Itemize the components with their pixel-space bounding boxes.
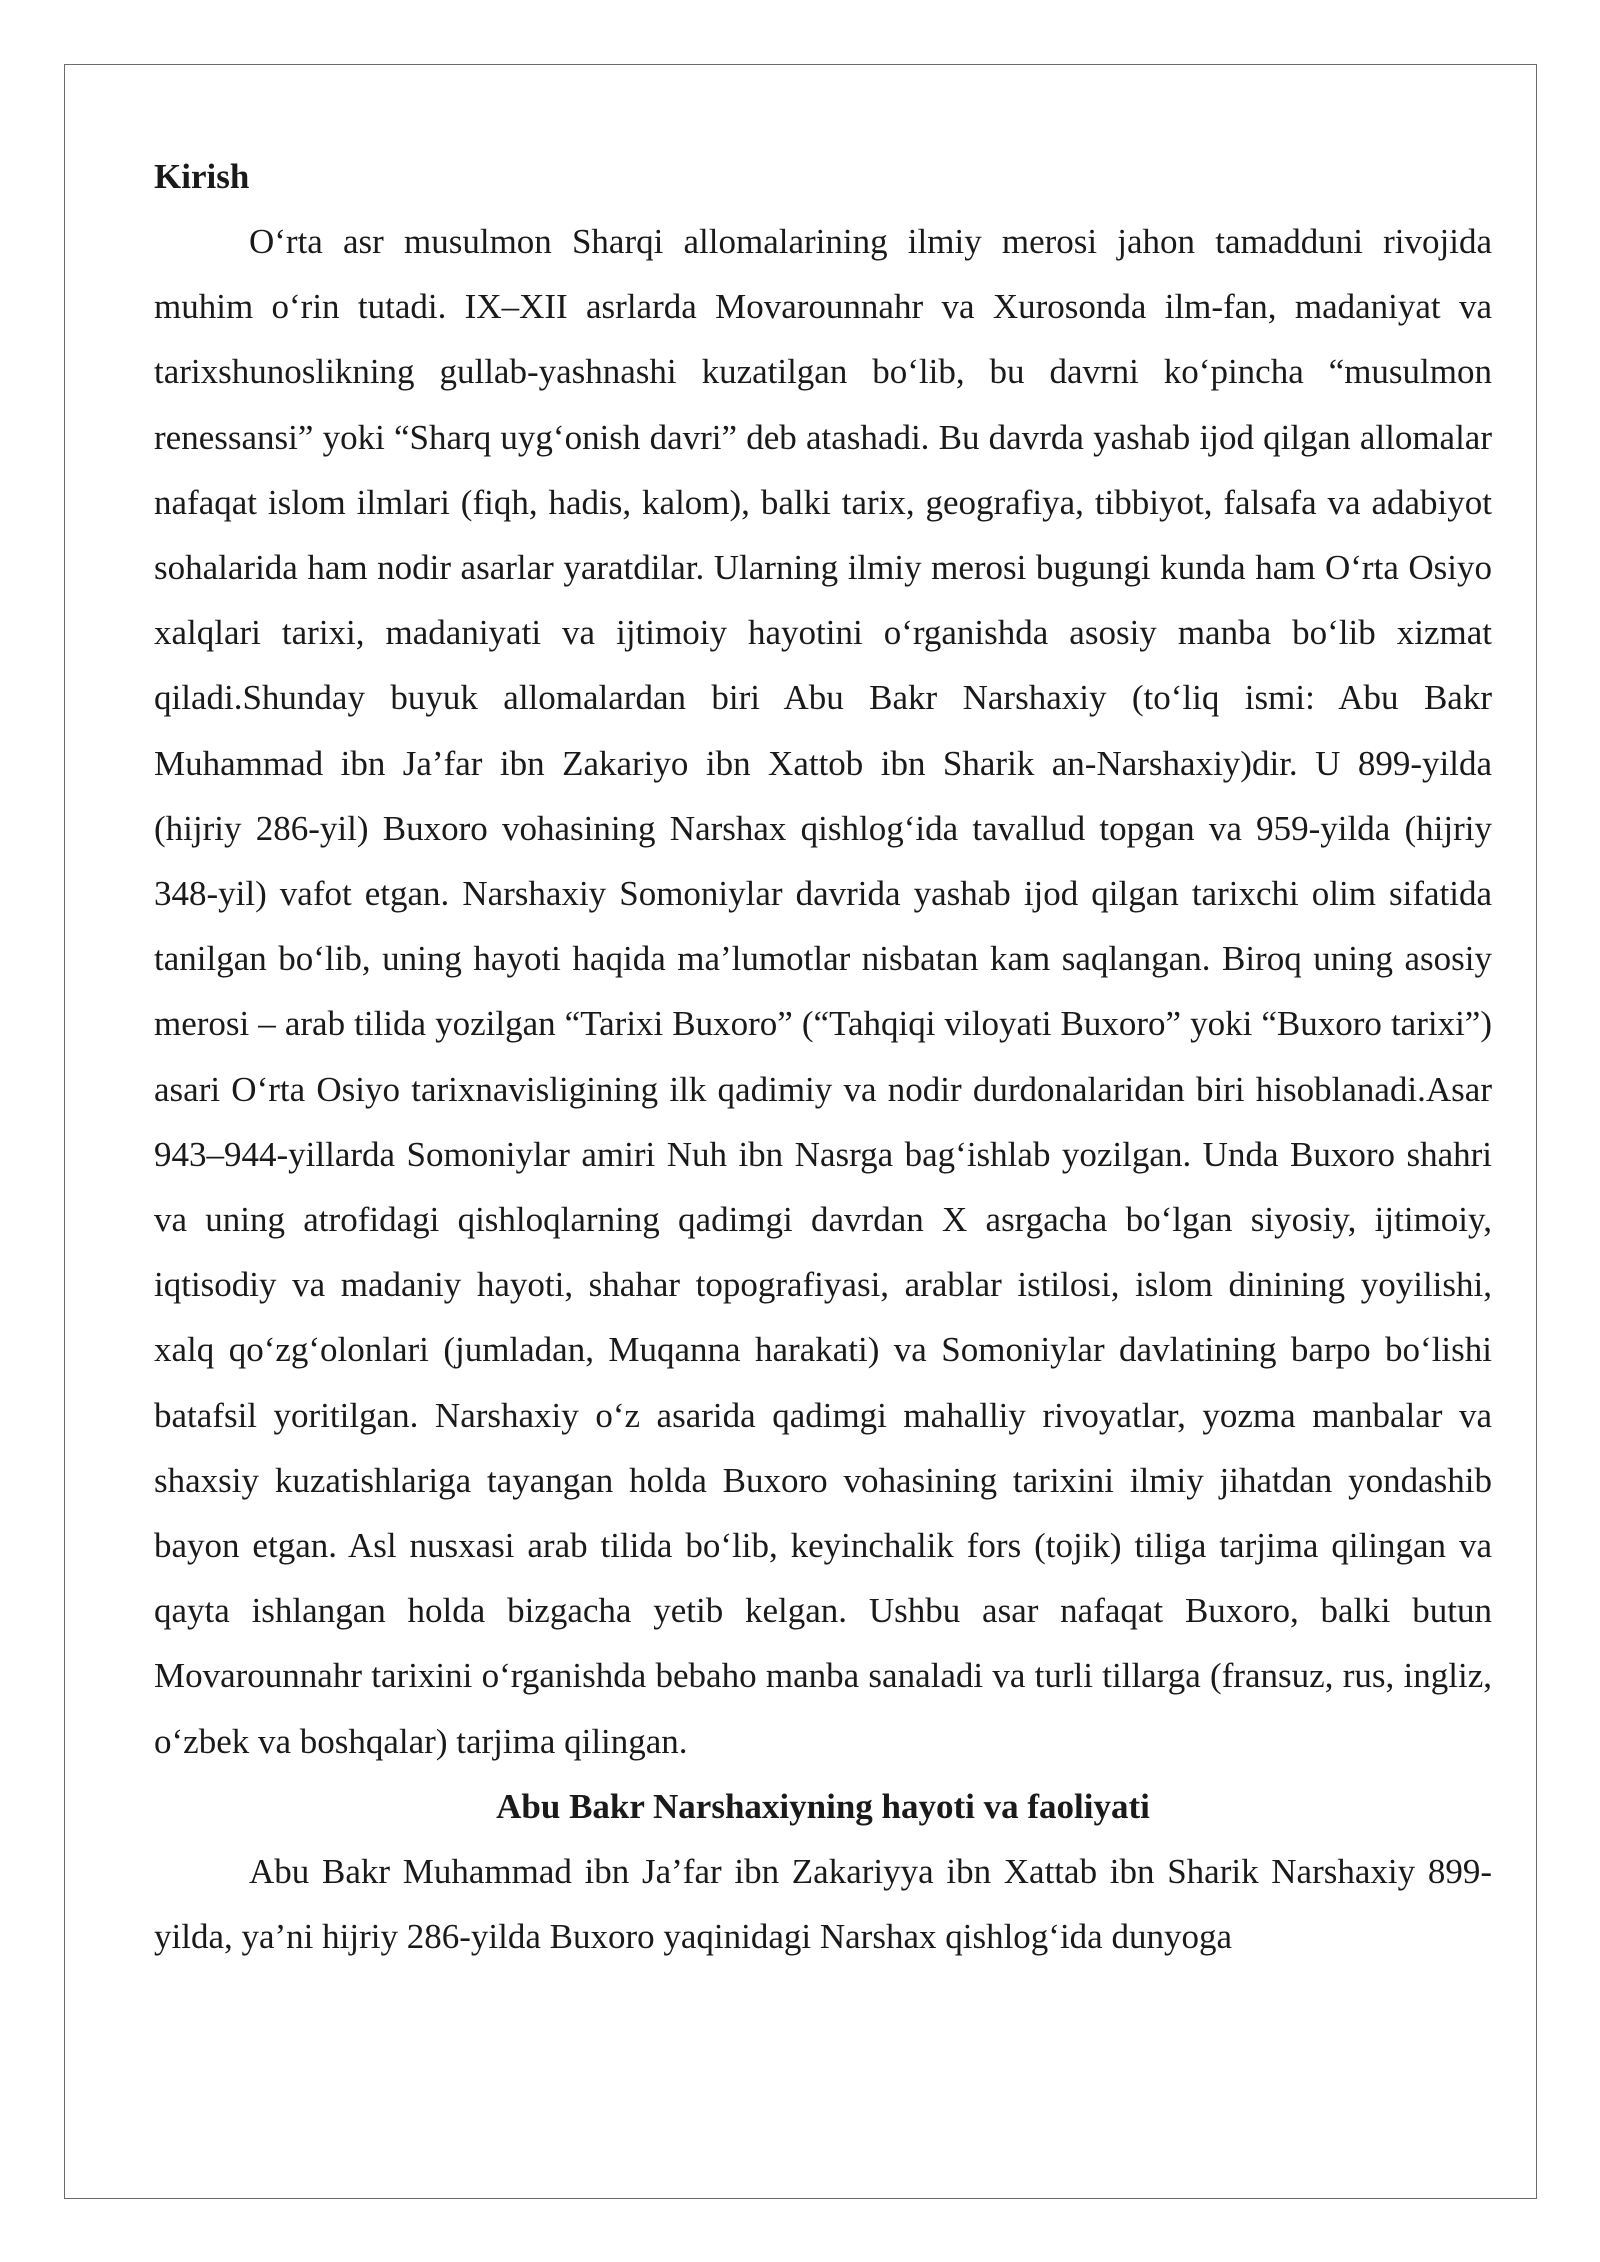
document-body: [154, 144, 1492, 1969]
section-heading: Abu Bakr Narshaxiyning hayoti va faoliyati: [496, 1786, 1150, 1826]
intro-paragraph: O‘rta asr musulmon Sharqi allomalarining ilmiy merosi jahon tamadduni rivojida muhim o‘rin tutadi. IX–XII asrlarda Movarounnahr va Xurosonda ilm-fan, madaniyat va tarixshunoslikning gullab-yashnashi kuzatilgan bo‘lib, bu davrni ko‘pincha “musulmon renessansi” yoki “Sharq uyg‘onish davri” deb atashadi. Bu davrda yashab ijod qilgan allomalar nafaqat islom ilmlari (fiqh, hadis, kalom), balki tarix, geografiya, tibbiyot, falsafa va adabiyot sohalarida ham nodir asarlar yaratdilar. Ularning ilmiy merosi bugungi kunda ham O‘rta Osiyo xalqlari tarixi, madaniyati va ijtimoiy hayotini o‘rganishda asosiy manba bo‘lib xizmat qiladi.Shunday buyuk allomalardan biri Abu Bakr Narshaxiy (to‘liq ismi: Abu Bakr Muhammad ibn Ja’far ibn Zakariyo ibn Xattob ibn Sharik an-Narshaxiy)dir. U 899-yilda (hijriy 286-yil) Buxoro vohasining Narshax qishlog‘ida tavallud topgan va 959-yilda (hijriy 348-yil) vafot etgan. Narshaxiy Somoniylar davrida yashab ijod qilgan tarixchi olim sifatida tanilgan bo‘lib, uning hayoti haqida ma’lumotlar nisbatan kam saqlangan. Biroq uning asosiy merosi – arab tilida yozilgan “Tarixi Buxoro” (“Tahqiqi viloyati Buxoro” yoki “Buxoro tarixi”) asari O‘rta Osiyo tarixnavisligining ilk qadimiy va nodir durdonalaridan biri hisoblanadi.Asar 943–944-yillarda Somoniylar amiri Nuh ibn Nasrga bag‘ishlab yozilgan. Unda Buxoro shahri va uning atrofidagi qishloqlarning qadimgi davrdan X asrgacha bo‘lgan siyosiy, ijtimoiy, iqtisodiy va madaniy hayoti, shahar topografiyasi, arablar istilosi, islom dinining yoyilishi, xalq qo‘zg‘olonlari (jumladan, Muqanna harakati) va Somoniylar davlatining barpo bo‘lishi batafsil yoritilgan. Narshaxiy o‘z asarida qadimgi mahalliy rivoyatlar, yozma manbalar va shaxsiy kuzatishlariga tayangan holda Buxoro vohasining tarixini ilmiy jihatdan yondashib bayon etgan. Asl nusxasi arab tilida bo‘lib, keyinchalik fors (tojik) tiliga tarjima qilingan va qayta ishlangan holda bizgacha yetib kelgan. Ushbu asar nafaqat Buxoro, balki butun Movarounnahr tarixini o‘rganishda bebaho manba sanaladi va turli tillarga (fransuz, rus, ingliz, o‘zbek va boshqalar) tarjima qilingan.: [154, 222, 1492, 1761]
intro-heading: Kirish: [154, 157, 250, 196]
section-paragraph: Abu Bakr Muhammad ibn Ja’far ibn Zakariyya ibn Xattab ibn Sharik Narshaxiy 899-yilda, ya’ni hijriy 286-yilda Buxoro yaqinidagi Narshax qishlog‘ida dunyoga: [154, 1851, 1492, 1957]
